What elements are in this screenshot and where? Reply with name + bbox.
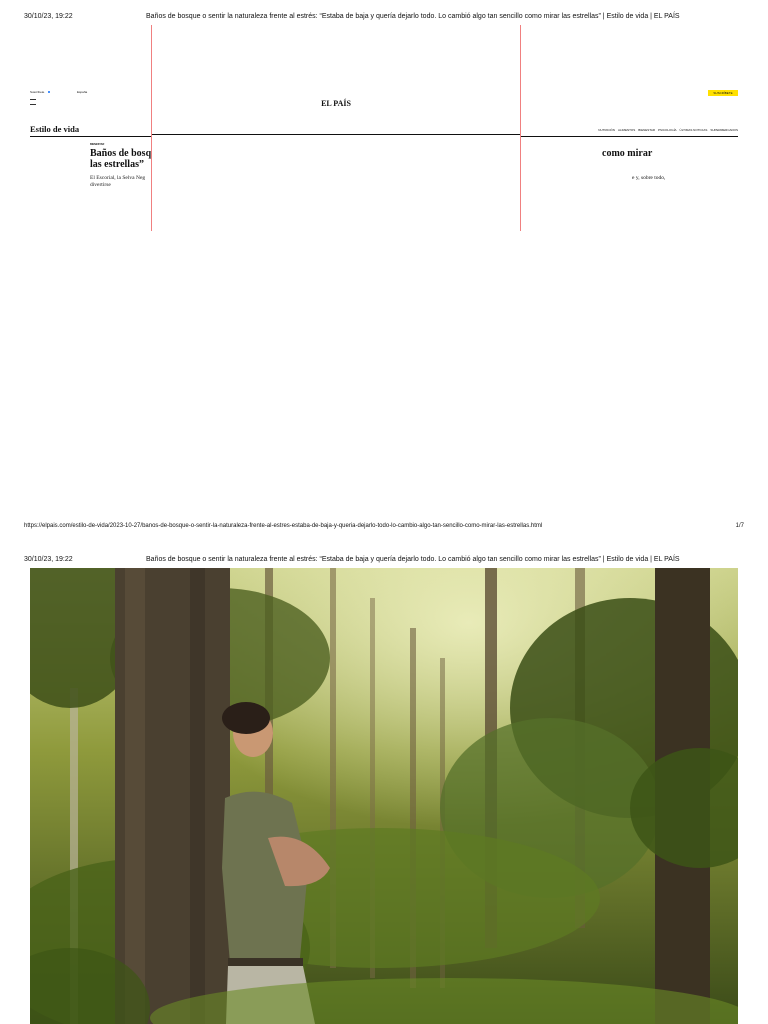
print-document-title: Baños de bosque o sentir la naturaleza frente al estrés: “Estaba de baja y quería dejarlo todo. Lo cambió algo tan sencillo como mirar las estrellas” | Estilo de vida | EL PAÍS [146,13,680,20]
section-nav-item[interactable]: ÚLTIMAS NOTICIAS [679,128,708,132]
subscribe-link-label: Suscríbete [30,90,45,94]
subscribe-link[interactable] [30,90,50,94]
print-page-2 [0,548,768,1024]
section-title[interactable]: Estilo de vida [30,124,80,134]
standfirst-fragment-right: e y, sobre todo, [632,175,666,181]
section-nav-item[interactable]: BIENESTAR [638,128,656,132]
print-url: https://elpais.com/estilo-de-vida/2023-10-27/banos-de-bosque-o-sentir-la-naturaleza-frente-al-estres-estaba-de-baja-y-queria-dejarlo-todo-lo-cambio-algo-tan-sencillo-como-mirar-las-estrellas.html [24,523,543,529]
print-document-title: Baños de bosque o sentir la naturaleza frente al estrés: “Estaba de baja y quería dejarlo todo. Lo cambió algo tan sencillo como mirar las estrellas” | Estilo de vida | EL PAÍS [146,556,680,563]
headline-fragment-right: como mirar [602,148,653,159]
forest-photo-illustration [30,568,738,1024]
section-nav-item[interactable]: ALIMENTOS [617,128,636,132]
standfirst-line-1: El Escorial, la Selva Neg [90,175,146,181]
edition-select[interactable]: España [77,90,88,94]
print-footer [0,523,768,535]
section-nav [598,128,738,132]
print-header [0,13,768,25]
print-page-number: 1/7 [735,523,744,529]
print-header [0,556,768,568]
print-date: 30/10/23, 19:22 [24,556,73,563]
section-nav-item[interactable]: PSICOLOGÍA [658,128,677,132]
standfirst-line-2: divertirse [90,182,111,188]
headline-line-2: las estrellas” [90,159,144,170]
hero-photo [30,568,738,1024]
article-kicker[interactable]: BIENESTAR [90,143,105,146]
print-date: 30/10/23, 19:22 [24,13,73,20]
dot-icon [48,91,50,93]
headline-line-1: Baños de bosq [90,148,152,159]
section-nav-item[interactable]: NUTRICIÓN [598,128,615,132]
overlay-panel [151,25,521,231]
overlay-masthead: EL PAÍS [321,99,351,108]
section-nav-item[interactable]: SUPERMERCADOS [710,128,738,132]
subscribe-button[interactable]: SUSCRÍBETE [708,90,738,96]
overlay-divider [152,134,520,135]
